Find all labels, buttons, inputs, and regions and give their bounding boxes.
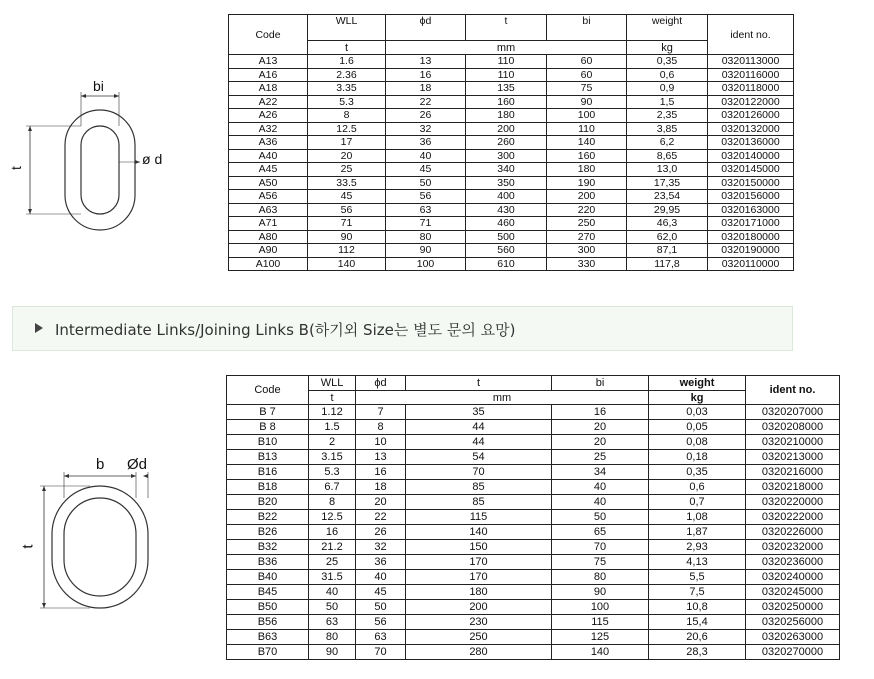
cell-wll: 12.5 bbox=[308, 122, 386, 136]
unit-weight: kg bbox=[649, 391, 746, 405]
cell-weight: 4,13 bbox=[649, 555, 746, 570]
label-d: ø d bbox=[142, 151, 163, 167]
cell-d: 63 bbox=[386, 203, 466, 217]
cell-d: 45 bbox=[386, 163, 466, 177]
cell-bi: 125 bbox=[552, 630, 649, 645]
table-row bbox=[229, 244, 794, 258]
cell-wll: 5.3 bbox=[308, 95, 386, 109]
cell-code: A45 bbox=[229, 163, 308, 177]
cell-bi: 16 bbox=[552, 405, 649, 420]
cell-d: 56 bbox=[386, 190, 466, 204]
cell-t: 200 bbox=[466, 122, 547, 136]
cell-d: 90 bbox=[386, 244, 466, 258]
cell-t: 500 bbox=[466, 230, 547, 244]
cell-code: A71 bbox=[229, 217, 308, 231]
cell-weight: 5,5 bbox=[649, 570, 746, 585]
cell-bi: 40 bbox=[552, 480, 649, 495]
cell-weight: 15,4 bbox=[649, 615, 746, 630]
cell-t: 560 bbox=[466, 244, 547, 258]
cell-bi: 100 bbox=[547, 109, 627, 123]
cell-t: 110 bbox=[466, 55, 547, 69]
cell-t: 160 bbox=[466, 95, 547, 109]
cell-code: B20 bbox=[227, 495, 309, 510]
col-d: ϕd bbox=[356, 376, 406, 391]
table-b bbox=[226, 375, 840, 660]
section-banner bbox=[12, 306, 793, 351]
cell-d: 26 bbox=[356, 525, 406, 540]
cell-bi: 34 bbox=[552, 465, 649, 480]
cell-code: A56 bbox=[229, 190, 308, 204]
cell-code: B40 bbox=[227, 570, 309, 585]
cell-wll: 25 bbox=[308, 163, 386, 177]
cell-bi: 65 bbox=[552, 525, 649, 540]
cell-t: 430 bbox=[466, 203, 547, 217]
col-t: t bbox=[406, 376, 552, 391]
cell-code: A50 bbox=[229, 176, 308, 190]
cell-ident: 0320213000 bbox=[746, 450, 840, 465]
cell-ident: 0320220000 bbox=[746, 495, 840, 510]
cell-code: A16 bbox=[229, 68, 308, 82]
cell-wll: 90 bbox=[308, 230, 386, 244]
cell-code: A18 bbox=[229, 82, 308, 96]
table-a bbox=[228, 14, 794, 271]
cell-code: B 8 bbox=[227, 420, 309, 435]
cell-d: 32 bbox=[386, 122, 466, 136]
cell-ident: 0320156000 bbox=[708, 190, 794, 204]
cell-wll: 1.6 bbox=[308, 55, 386, 69]
cell-wll: 31.5 bbox=[309, 570, 356, 585]
cell-ident: 0320263000 bbox=[746, 630, 840, 645]
cell-weight: 46,3 bbox=[627, 217, 708, 231]
cell-ident: 0320150000 bbox=[708, 176, 794, 190]
table-row bbox=[227, 510, 840, 525]
cell-bi: 115 bbox=[552, 615, 649, 630]
cell-weight: 0,6 bbox=[627, 68, 708, 82]
cell-d: 13 bbox=[386, 55, 466, 69]
cell-weight: 0,9 bbox=[627, 82, 708, 96]
cell-ident: 0320218000 bbox=[746, 480, 840, 495]
cell-weight: 0,05 bbox=[649, 420, 746, 435]
cell-t: 230 bbox=[406, 615, 552, 630]
cell-code: A90 bbox=[229, 244, 308, 258]
cell-wll: 1.5 bbox=[309, 420, 356, 435]
cell-t: 200 bbox=[406, 600, 552, 615]
label-d: Ød bbox=[127, 456, 148, 473]
cell-ident: 0320180000 bbox=[708, 230, 794, 244]
cell-weight: 1,87 bbox=[649, 525, 746, 540]
cell-bi: 75 bbox=[552, 555, 649, 570]
cell-wll: 3.15 bbox=[309, 450, 356, 465]
cell-wll: 140 bbox=[308, 257, 386, 271]
cell-weight: 62,0 bbox=[627, 230, 708, 244]
cell-weight: 87,1 bbox=[627, 244, 708, 258]
cell-bi: 40 bbox=[552, 495, 649, 510]
cell-code: B32 bbox=[227, 540, 309, 555]
unit-wll: t bbox=[309, 391, 356, 405]
table-row bbox=[227, 405, 840, 420]
cell-ident: 0320256000 bbox=[746, 615, 840, 630]
cell-weight: 2,35 bbox=[627, 109, 708, 123]
col-code: Code bbox=[227, 376, 309, 405]
table-row bbox=[227, 480, 840, 495]
table-row bbox=[227, 645, 840, 660]
cell-wll: 6.7 bbox=[309, 480, 356, 495]
table-row bbox=[229, 136, 794, 150]
cell-t: 260 bbox=[466, 136, 547, 150]
cell-wll: 40 bbox=[309, 585, 356, 600]
cell-bi: 190 bbox=[547, 176, 627, 190]
cell-t: 110 bbox=[466, 68, 547, 82]
link-b-diagram bbox=[20, 450, 170, 620]
cell-ident: 0320250000 bbox=[746, 600, 840, 615]
cell-d: 22 bbox=[386, 95, 466, 109]
cell-wll: 8 bbox=[309, 495, 356, 510]
table-row bbox=[229, 217, 794, 231]
cell-code: A13 bbox=[229, 55, 308, 69]
cell-weight: 6,2 bbox=[627, 136, 708, 150]
cell-ident: 0320222000 bbox=[746, 510, 840, 525]
table-row bbox=[229, 257, 794, 271]
cell-ident: 0320240000 bbox=[746, 570, 840, 585]
cell-weight: 0,6 bbox=[649, 480, 746, 495]
table-row bbox=[227, 450, 840, 465]
cell-d: 18 bbox=[356, 480, 406, 495]
link-a-diagram bbox=[7, 70, 180, 240]
cell-ident: 0320210000 bbox=[746, 435, 840, 450]
table-row bbox=[227, 465, 840, 480]
cell-d: 71 bbox=[386, 217, 466, 231]
unit-dims: mm bbox=[386, 41, 627, 55]
cell-weight: 17,35 bbox=[627, 176, 708, 190]
cell-code: A63 bbox=[229, 203, 308, 217]
cell-ident: 0320110000 bbox=[708, 257, 794, 271]
cell-t: 300 bbox=[466, 149, 547, 163]
cell-d: 40 bbox=[356, 570, 406, 585]
cell-code: A26 bbox=[229, 109, 308, 123]
cell-code: B56 bbox=[227, 615, 309, 630]
cell-code: A22 bbox=[229, 95, 308, 109]
cell-ident: 0320145000 bbox=[708, 163, 794, 177]
col-t: t bbox=[466, 15, 547, 41]
label-t: t bbox=[7, 166, 24, 170]
cell-t: 135 bbox=[466, 82, 547, 96]
col-ident: ident no. bbox=[708, 15, 794, 55]
cell-d: 18 bbox=[386, 82, 466, 96]
table-row bbox=[227, 615, 840, 630]
cell-t: 85 bbox=[406, 495, 552, 510]
cell-wll: 71 bbox=[308, 217, 386, 231]
link-b-drawing bbox=[20, 450, 170, 620]
cell-t: 44 bbox=[406, 420, 552, 435]
cell-wll: 17 bbox=[308, 136, 386, 150]
cell-code: A80 bbox=[229, 230, 308, 244]
table-row bbox=[229, 230, 794, 244]
cell-bi: 50 bbox=[552, 510, 649, 525]
cell-ident: 0320116000 bbox=[708, 68, 794, 82]
col-d: ϕd bbox=[386, 15, 466, 41]
cell-ident: 0320132000 bbox=[708, 122, 794, 136]
cell-d: 13 bbox=[356, 450, 406, 465]
table-row bbox=[227, 555, 840, 570]
table-row bbox=[227, 435, 840, 450]
table-row bbox=[229, 82, 794, 96]
cell-wll: 2 bbox=[309, 435, 356, 450]
cell-ident: 0320245000 bbox=[746, 585, 840, 600]
cell-wll: 33.5 bbox=[308, 176, 386, 190]
cell-t: 180 bbox=[406, 585, 552, 600]
cell-weight: 0,35 bbox=[649, 465, 746, 480]
triangle-bullet-icon bbox=[35, 323, 43, 333]
cell-weight: 29,95 bbox=[627, 203, 708, 217]
cell-code: B50 bbox=[227, 600, 309, 615]
cell-ident: 0320126000 bbox=[708, 109, 794, 123]
cell-d: 36 bbox=[356, 555, 406, 570]
table-row bbox=[227, 420, 840, 435]
cell-d: 45 bbox=[356, 585, 406, 600]
cell-weight: 1,5 bbox=[627, 95, 708, 109]
cell-code: B36 bbox=[227, 555, 309, 570]
cell-d: 80 bbox=[386, 230, 466, 244]
cell-bi: 80 bbox=[552, 570, 649, 585]
cell-code: A36 bbox=[229, 136, 308, 150]
cell-wll: 2.36 bbox=[308, 68, 386, 82]
cell-weight: 0,35 bbox=[627, 55, 708, 69]
cell-weight: 1,08 bbox=[649, 510, 746, 525]
cell-t: 400 bbox=[466, 190, 547, 204]
cell-d: 63 bbox=[356, 630, 406, 645]
cell-weight: 20,6 bbox=[649, 630, 746, 645]
cell-weight: 10,8 bbox=[649, 600, 746, 615]
cell-weight: 28,3 bbox=[649, 645, 746, 660]
cell-wll: 1.12 bbox=[309, 405, 356, 420]
cell-bi: 140 bbox=[547, 136, 627, 150]
cell-bi: 270 bbox=[547, 230, 627, 244]
table-row bbox=[227, 540, 840, 555]
cell-bi: 20 bbox=[552, 420, 649, 435]
cell-t: 150 bbox=[406, 540, 552, 555]
cell-t: 350 bbox=[466, 176, 547, 190]
cell-code: B22 bbox=[227, 510, 309, 525]
cell-bi: 60 bbox=[547, 55, 627, 69]
cell-ident: 0320216000 bbox=[746, 465, 840, 480]
cell-d: 70 bbox=[356, 645, 406, 660]
cell-wll: 50 bbox=[309, 600, 356, 615]
cell-wll: 25 bbox=[309, 555, 356, 570]
cell-wll: 112 bbox=[308, 244, 386, 258]
cell-d: 7 bbox=[356, 405, 406, 420]
cell-wll: 45 bbox=[308, 190, 386, 204]
cell-weight: 2,93 bbox=[649, 540, 746, 555]
cell-ident: 0320163000 bbox=[708, 203, 794, 217]
cell-weight: 0,08 bbox=[649, 435, 746, 450]
table-row bbox=[229, 163, 794, 177]
cell-ident: 0320136000 bbox=[708, 136, 794, 150]
cell-t: 340 bbox=[466, 163, 547, 177]
cell-ident: 0320190000 bbox=[708, 244, 794, 258]
cell-bi: 220 bbox=[547, 203, 627, 217]
cell-code: B 7 bbox=[227, 405, 309, 420]
cell-code: B16 bbox=[227, 465, 309, 480]
cell-d: 100 bbox=[386, 257, 466, 271]
cell-t: 54 bbox=[406, 450, 552, 465]
cell-bi: 90 bbox=[547, 95, 627, 109]
cell-ident: 0320207000 bbox=[746, 405, 840, 420]
label-b: b bbox=[96, 456, 105, 473]
cell-t: 85 bbox=[406, 480, 552, 495]
cell-t: 180 bbox=[466, 109, 547, 123]
table-row bbox=[229, 149, 794, 163]
col-weight: weight bbox=[649, 376, 746, 391]
cell-ident: 0320270000 bbox=[746, 645, 840, 660]
cell-wll: 5.3 bbox=[309, 465, 356, 480]
cell-ident: 0320118000 bbox=[708, 82, 794, 96]
cell-bi: 200 bbox=[547, 190, 627, 204]
unit-weight: kg bbox=[627, 41, 708, 55]
cell-ident: 0320140000 bbox=[708, 149, 794, 163]
cell-bi: 25 bbox=[552, 450, 649, 465]
cell-t: 170 bbox=[406, 570, 552, 585]
cell-bi: 100 bbox=[552, 600, 649, 615]
table-row bbox=[229, 109, 794, 123]
cell-t: 610 bbox=[466, 257, 547, 271]
table-row bbox=[227, 525, 840, 540]
table-row bbox=[229, 68, 794, 82]
cell-weight: 0,7 bbox=[649, 495, 746, 510]
cell-bi: 90 bbox=[552, 585, 649, 600]
cell-t: 35 bbox=[406, 405, 552, 420]
cell-d: 16 bbox=[356, 465, 406, 480]
cell-ident: 0320122000 bbox=[708, 95, 794, 109]
cell-wll: 80 bbox=[309, 630, 356, 645]
cell-weight: 117,8 bbox=[627, 257, 708, 271]
col-code: Code bbox=[229, 15, 308, 55]
cell-d: 32 bbox=[356, 540, 406, 555]
cell-wll: 16 bbox=[309, 525, 356, 540]
cell-d: 10 bbox=[356, 435, 406, 450]
table-row bbox=[227, 570, 840, 585]
col-bi: bi bbox=[552, 376, 649, 391]
banner-title: Intermediate Links/Joining Links B(하기외 Size는 별도 문의 요망) bbox=[55, 321, 516, 339]
unit-wll: t bbox=[308, 41, 386, 55]
cell-bi: 140 bbox=[552, 645, 649, 660]
table-row bbox=[227, 585, 840, 600]
cell-d: 22 bbox=[356, 510, 406, 525]
table-row bbox=[229, 95, 794, 109]
cell-code: B18 bbox=[227, 480, 309, 495]
col-wll: WLL bbox=[308, 15, 386, 41]
cell-d: 20 bbox=[356, 495, 406, 510]
cell-code: B70 bbox=[227, 645, 309, 660]
cell-wll: 63 bbox=[309, 615, 356, 630]
cell-wll: 90 bbox=[309, 645, 356, 660]
cell-code: B26 bbox=[227, 525, 309, 540]
cell-t: 250 bbox=[406, 630, 552, 645]
cell-wll: 8 bbox=[308, 109, 386, 123]
cell-code: A100 bbox=[229, 257, 308, 271]
label-t: t bbox=[19, 544, 37, 549]
cell-ident: 0320232000 bbox=[746, 540, 840, 555]
cell-wll: 12.5 bbox=[309, 510, 356, 525]
cell-t: 170 bbox=[406, 555, 552, 570]
table-row bbox=[229, 190, 794, 204]
cell-d: 8 bbox=[356, 420, 406, 435]
cell-d: 56 bbox=[356, 615, 406, 630]
cell-weight: 13,0 bbox=[627, 163, 708, 177]
cell-d: 40 bbox=[386, 149, 466, 163]
col-weight: weight bbox=[627, 15, 708, 41]
col-wll: WLL bbox=[309, 376, 356, 391]
cell-code: A32 bbox=[229, 122, 308, 136]
cell-bi: 330 bbox=[547, 257, 627, 271]
cell-ident: 0320208000 bbox=[746, 420, 840, 435]
cell-bi: 75 bbox=[547, 82, 627, 96]
cell-wll: 20 bbox=[308, 149, 386, 163]
table-row bbox=[229, 55, 794, 69]
cell-t: 44 bbox=[406, 435, 552, 450]
cell-bi: 180 bbox=[547, 163, 627, 177]
cell-code: B45 bbox=[227, 585, 309, 600]
table-row bbox=[227, 630, 840, 645]
table-row bbox=[227, 600, 840, 615]
cell-weight: 0,18 bbox=[649, 450, 746, 465]
cell-ident: 0320226000 bbox=[746, 525, 840, 540]
cell-bi: 70 bbox=[552, 540, 649, 555]
cell-bi: 60 bbox=[547, 68, 627, 82]
cell-bi: 20 bbox=[552, 435, 649, 450]
cell-d: 50 bbox=[356, 600, 406, 615]
cell-bi: 250 bbox=[547, 217, 627, 231]
cell-ident: 0320236000 bbox=[746, 555, 840, 570]
cell-t: 460 bbox=[466, 217, 547, 231]
label-bi: bi bbox=[93, 78, 104, 94]
cell-ident: 0320113000 bbox=[708, 55, 794, 69]
cell-weight: 0,03 bbox=[649, 405, 746, 420]
cell-weight: 3,85 bbox=[627, 122, 708, 136]
cell-ident: 0320171000 bbox=[708, 217, 794, 231]
unit-dims: mm bbox=[356, 391, 649, 405]
cell-t: 70 bbox=[406, 465, 552, 480]
cell-wll: 56 bbox=[308, 203, 386, 217]
cell-weight: 7,5 bbox=[649, 585, 746, 600]
cell-t: 115 bbox=[406, 510, 552, 525]
cell-code: B13 bbox=[227, 450, 309, 465]
cell-d: 36 bbox=[386, 136, 466, 150]
cell-d: 50 bbox=[386, 176, 466, 190]
col-ident: ident no. bbox=[746, 376, 840, 405]
cell-code: B63 bbox=[227, 630, 309, 645]
cell-wll: 3.35 bbox=[308, 82, 386, 96]
table-row bbox=[227, 495, 840, 510]
table-row bbox=[229, 122, 794, 136]
cell-weight: 8,65 bbox=[627, 149, 708, 163]
cell-code: B10 bbox=[227, 435, 309, 450]
cell-t: 280 bbox=[406, 645, 552, 660]
cell-wll: 21.2 bbox=[309, 540, 356, 555]
cell-weight: 23,54 bbox=[627, 190, 708, 204]
cell-bi: 110 bbox=[547, 122, 627, 136]
cell-d: 26 bbox=[386, 109, 466, 123]
cell-bi: 300 bbox=[547, 244, 627, 258]
col-bi: bi bbox=[547, 15, 627, 41]
table-row bbox=[229, 176, 794, 190]
cell-d: 16 bbox=[386, 68, 466, 82]
cell-code: A40 bbox=[229, 149, 308, 163]
table-row bbox=[229, 203, 794, 217]
cell-t: 140 bbox=[406, 525, 552, 540]
cell-bi: 160 bbox=[547, 149, 627, 163]
